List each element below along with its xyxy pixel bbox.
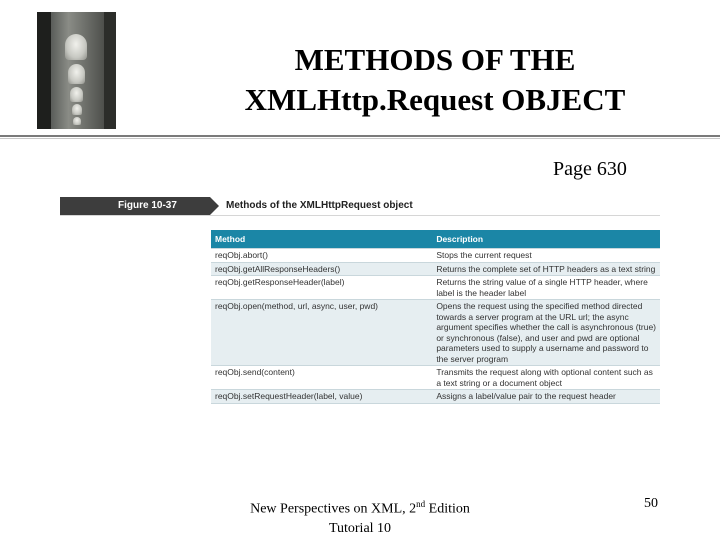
photo-arch (73, 117, 81, 125)
method-cell: reqObj.setRequestHeader(label, value) (211, 390, 432, 404)
photo-column-right (104, 12, 116, 129)
photo-arch (70, 87, 83, 102)
photo-column-left (37, 12, 51, 129)
table-row (211, 262, 660, 276)
table-row (211, 390, 660, 404)
description-cell: Stops the current request (432, 249, 660, 263)
page-reference: Page 630 (553, 158, 627, 180)
figure-caption: Methods of the XMLHttpRequest object (226, 200, 413, 211)
slide-title (180, 40, 690, 120)
table-header-row (211, 230, 660, 249)
table-row (211, 300, 660, 366)
table-row (211, 276, 660, 300)
footer-tutorial: Tutorial 10 (328, 520, 392, 536)
method-cell: reqObj.open(method, url, async, user, pwd) (211, 300, 432, 366)
method-cell: reqObj.getResponseHeader(label) (211, 276, 432, 300)
footer-book-title-main: New Perspectives on XML, 2 (250, 501, 417, 517)
title-divider (0, 135, 720, 137)
footer-text (230, 495, 490, 538)
methods-table (211, 230, 660, 404)
table-row (211, 249, 660, 263)
photo-arch (72, 104, 82, 115)
slide-number: 50 (644, 496, 658, 511)
footer-edition-sup: nd (416, 499, 426, 509)
slide-title-line2: XMLHttp.Request OBJECT (244, 82, 626, 117)
column-header-description: Description (432, 230, 660, 249)
table-row (211, 366, 660, 390)
column-header-method: Method (211, 230, 432, 249)
figure-header-bar (60, 197, 660, 216)
photo-arch (65, 34, 87, 60)
footer-book-title (230, 495, 490, 519)
description-cell: Returns the complete set of HTTP headers as a text string (432, 262, 660, 276)
title-divider-shadow (0, 138, 720, 139)
description-cell: Assigns a label/value pair to the request header (432, 390, 660, 404)
method-cell: reqObj.getAllResponseHeaders() (211, 262, 432, 276)
method-cell: reqObj.send(content) (211, 366, 432, 390)
decorative-corridor-photo (37, 12, 116, 129)
description-cell: Returns the string value of a single HTTP header, where label is the header label (432, 276, 660, 300)
figure-number: Figure 10-37 (60, 197, 210, 215)
description-cell: Opens the request using the specified method directed towards a server program at the URL url; the async argument specifies whether the call is asynchronous (true) or synchronous (false), and user and pwd are optional parameters used to supply a username and password to the server program (432, 300, 660, 366)
photo-arch (68, 64, 85, 84)
figure-methods-table (60, 197, 660, 437)
description-cell: Transmits the request along with optional content such as a text string or a document object (432, 366, 660, 390)
slide-title-line1: METHODS OF THE (294, 42, 576, 77)
method-cell: reqObj.abort() (211, 249, 432, 263)
footer-edition-suffix: Edition (425, 501, 470, 517)
